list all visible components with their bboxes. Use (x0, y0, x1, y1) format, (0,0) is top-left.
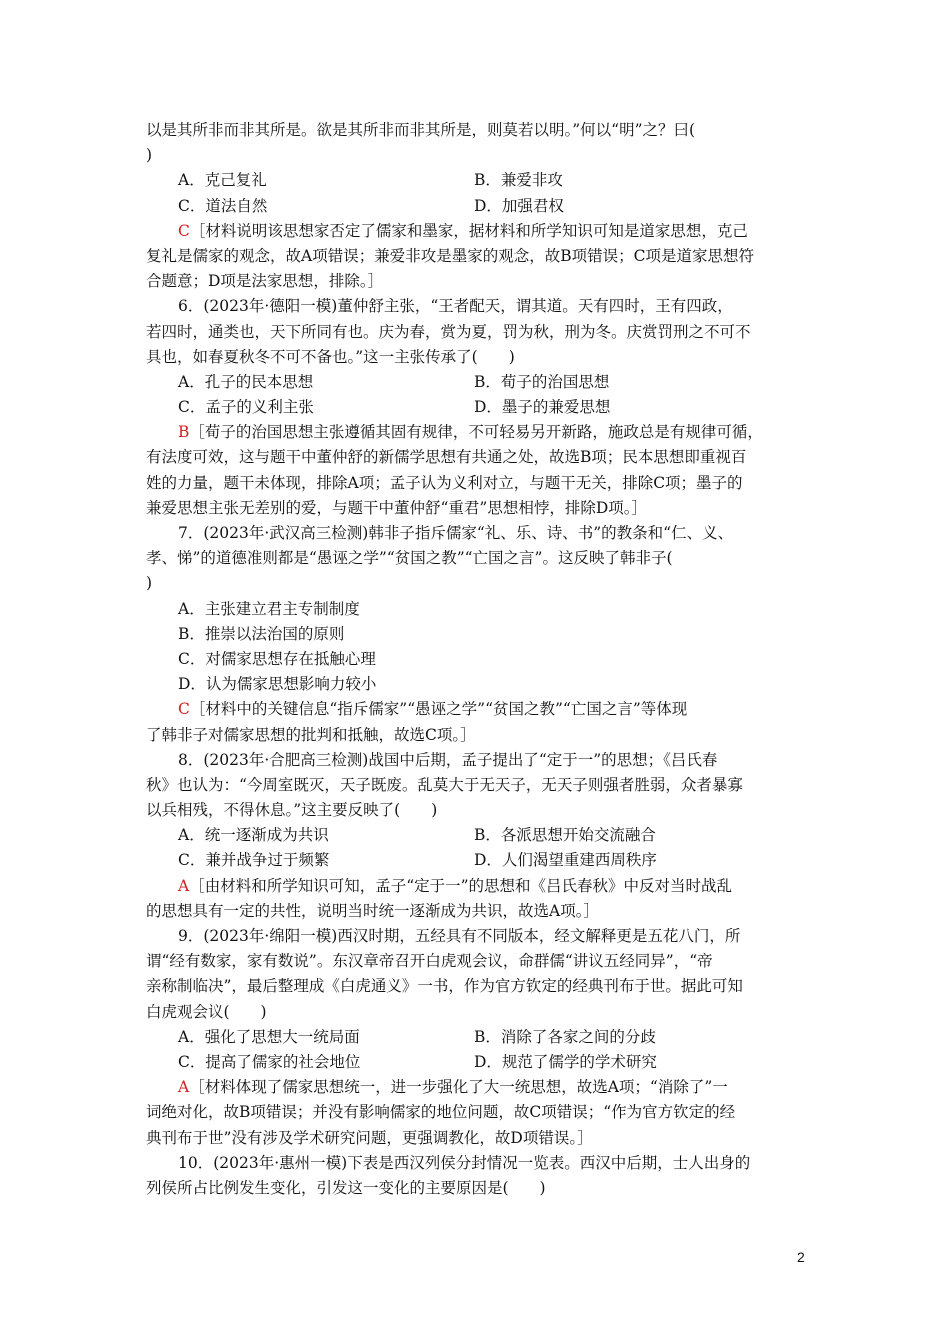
q8-options-row (146, 848, 816, 873)
q6-answer: B (178, 423, 190, 442)
q8-options-row (146, 823, 816, 848)
q6-explanation-line: 有法度可效，这与题干中董仲舒的新儒学思想有共通之处，故选B项；民本思想即重视百 (146, 448, 747, 467)
q5-stem-line: 以是其所非而非其所是。欲是其所非而非其所是，则莫若以明。”何以“明”之？曰( (146, 121, 696, 139)
q5-options-row (146, 194, 816, 219)
q8-stem-line: 8．(2023年·合肥高三检测)战国中后期，孟子提出了“定于一”的思想；《吕氏春 (178, 750, 718, 769)
q8-explanation-line: A［由材料和所学知识可知，孟子“定于一”的思想和《吕氏春秋》中反对当时战乱 (178, 876, 733, 895)
q5-explanation-line: 复礼是儒家的观念，故A项错误；兼爱非攻是墨家的观念，故B项错误；C项是道家思想符 (146, 246, 754, 265)
q8-stem-line: 以兵相残，不得休息。”这主要反映了( ) (146, 801, 438, 820)
q7-option-a: A．主张建立君主专制制度 (178, 599, 360, 618)
q9-option-b: B．消除了各家之间的分歧 (474, 1027, 656, 1046)
q7-explanation-line: 了韩非子对儒家思想的批判和抵触，故选C项。］ (146, 725, 476, 744)
q8-option-b: B．各派思想开始交流融合 (474, 826, 656, 845)
q9-stem-line: 谓“经有数家，家有数说”。东汉章帝召开白虎观会议，命群儒“讲议五经同异”，“帝 (146, 952, 713, 971)
q9-explanation-line: 典刊布于世”没有涉及学术研究问题，更强调教化，故D项错误。］ (146, 1128, 593, 1147)
q7-option-d: D．认为儒家思想影响力较小 (178, 675, 377, 694)
q5-option-b: B．兼爱非攻 (474, 171, 563, 190)
q7-stem-line: ) (146, 574, 153, 593)
q6-options-row (146, 370, 816, 395)
q8-option-c: C．兼并战争过于频繁 (178, 851, 330, 870)
q8-stem-line: 秋》也认为：“今周室既灭，天子既废。乱莫大于无天子，无天子则强者胜弱，众者暴寡 (146, 775, 743, 794)
q9-explanation-line: 词绝对化，故B项错误；并没有影响儒家的地位问题，故C项错误；“作为官方钦定的经 (146, 1103, 736, 1122)
q7-stem-line: 孝、悌”的道德准则都是“愚诬之学”“贫国之教”“亡国之言”。这反映了韩非子( (146, 549, 673, 568)
q8-explanation-line: 的思想具有一定的共性，说明当时统一逐渐成为共识，故选A项。］ (146, 901, 599, 920)
q6-option-c: C．孟子的义利主张 (178, 398, 314, 417)
q9-options-row (146, 1025, 816, 1050)
q8-answer: A (178, 876, 190, 895)
q6-explanation-line: 姓的力量，题干未体现，排除A项；孟子认为义利对立，与题干无关，排除C项；墨子的 (146, 473, 743, 492)
q8-option-a: A．统一逐渐成为共识 (178, 826, 329, 845)
q6-stem-line: 6．(2023年·德阳一模)董仲舒主张，“王者配天，谓其道。天有四时，王有四政， (178, 297, 733, 316)
q9-stem-line: 白虎观会议( ) (146, 1002, 267, 1021)
q6-option-d: D．墨子的兼爱思想 (474, 398, 611, 417)
q5-explanation-line: 合题意；D项是法家思想，排除。］ (146, 272, 384, 291)
q5-options-row (146, 168, 816, 193)
q7-explanation-line: C［材料中的关键信息“指斥儒家”“愚诬之学”“贫国之教”“亡国之言”等体现 (178, 700, 688, 719)
q7-stem-line: 7．(2023年·武汉高三检测)韩非子指斥儒家“礼、乐、诗、书”的教条和“仁、义、 (178, 524, 734, 542)
q8-option-d: D．人们渴望重建西周秩序 (474, 851, 657, 870)
q9-answer: A (178, 1078, 190, 1097)
q10-stem-line: 10．(2023年·惠州一模)下表是西汉列侯分封情况一览表。西汉中后期，士人出身的 (178, 1153, 751, 1172)
q5-option-d: D．加强君权 (474, 196, 564, 215)
q9-stem-line: 亲称制临决”，最后整理成《白虎通义》一书，作为官方钦定的经典刊布于世。据此可知 (146, 977, 743, 996)
q7-answer: C (178, 700, 190, 719)
q5-option-a: A．克己复礼 (178, 171, 267, 190)
q9-option-c: C．提高了儒家的社会地位 (178, 1052, 361, 1071)
q6-explanation-line: B［荀子的治国思想主张遵循其固有规律，不可轻易另开新路，施政总是有规律可循， (178, 423, 763, 442)
q9-option-d: D．规范了儒学的学术研究 (474, 1052, 657, 1071)
q10-stem-line: 列侯所占比例发生变化，引发这一变化的主要原因是( ) (146, 1178, 546, 1197)
q7-option-c: C．对儒家思想存在抵触心理 (178, 649, 376, 668)
document-body (146, 118, 816, 1201)
q5-answer: C (178, 221, 190, 240)
q6-options-row (146, 395, 816, 420)
page-number: 2 (797, 1249, 805, 1265)
q9-explanation-line: A［材料体现了儒家思想统一，进一步强化了大一统思想，故选A项；“消除了”一 (178, 1078, 728, 1097)
q9-options-row (146, 1050, 816, 1075)
q9-stem-line: 9．(2023年·绵阳一模)西汉时期，五经具有不同版本，经文解释更是五花八门，所 (178, 927, 741, 945)
q6-stem-line: 若四时，通类也，天下所同有也。庆为春，赏为夏，罚为秋，刑为冬。庆赏罚刑之不可不 (146, 322, 751, 341)
q5-explanation-line: C［材料说明该思想家否定了儒家和墨家，据材料和所学知识可知是道家思想，克己 (178, 221, 748, 240)
q7-option-b: B．推崇以法治国的原则 (178, 624, 345, 643)
q5-stem-line: ) (146, 146, 153, 165)
q6-explanation-line: 兼爱思想主张无差别的爱，与题干中董仲舒“重君”思想相悖，排除D项。］ (146, 498, 648, 517)
q6-stem-line: 具也，如春夏秋冬不可不备也。”这一主张传承了( ) (146, 347, 515, 366)
q6-option-b: B．荀子的治国思想 (474, 372, 610, 391)
q9-option-a: A．强化了思想大一统局面 (178, 1027, 360, 1046)
q5-option-c: C．道法自然 (178, 196, 268, 215)
q6-option-a: A．孔子的民本思想 (178, 372, 314, 391)
